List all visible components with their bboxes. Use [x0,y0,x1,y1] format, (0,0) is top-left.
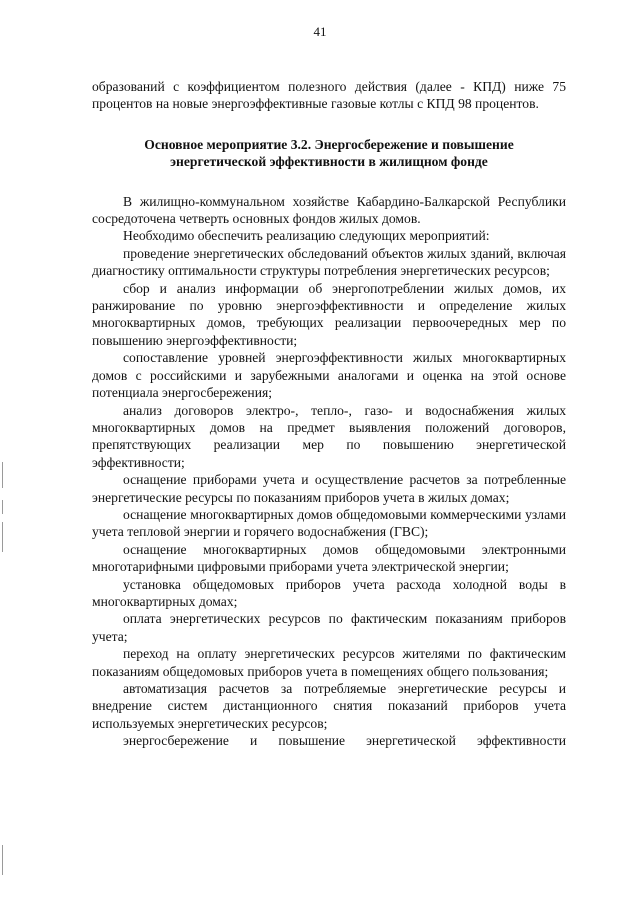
page-number: 41 [313,24,327,39]
list-item: переход на оплату энергетических ресурсов жителями по фактическим показаниям общедомовых приборов учета в помещениях общего пользования; [92,646,566,679]
scan-edge-mark [2,522,3,552]
list-item: проведение энергетических обследований объектов жилых зданий, включая диагностику оптимальности структуры потребления энергетических ресурсов; [92,245,566,279]
section-heading [92,136,566,171]
document-body [92,78,566,750]
list-item: сбор и анализ информации об энергопотреблении жилых домов, их ранжирование по уровню энергоэффективности и определение жилых многоквартирных домов, требующих реализации первоочередных мер по повышению энергоэффективности; [92,280,566,348]
list-item: автоматизация расчетов за потребляемые энергетические ресурсы и внедрение систем дистанционного снятия показаний приборов учета используемых энергетических ресурсов; [92,681,566,731]
scan-edge-mark [2,500,3,514]
scan-edge-mark [2,845,3,875]
list-item: оснащение многоквартирных домов общедомовыми коммерческими узлами учета тепловой энергии и горячего водоснабжения (ГВС); [92,506,566,540]
scan-edge-mark [2,462,3,488]
list-item: оплата энергетических ресурсов по фактическим показаниям приборов учета; [92,611,566,644]
list-item: сопоставление уровней энергоэффективности жилых многоквартирных домов с российскими и зарубежными аналогами и оценка на этой основе потенциала энергосбережения; [92,350,566,401]
section-heading-line-1: Основное мероприятие 3.2. Энергосбережение и повышение [144,136,514,152]
list-item: анализ договоров электро-, тепло-, газо- и водоснабжения жилых многоквартирных домов на предмет выявления положений договоров, препятствующих реализации мер по повышению энергетической эффективности; [92,402,566,470]
list-item: установка общедомовых приборов учета расхода холодной воды в многоквартирных домах; [92,576,566,609]
list-item-last: энергосбережение и повышение энергетической эффективности [123,733,566,749]
continuation-paragraph: образований с коэффициентом полезного действия (далее - КПД) ниже 75 процентов на новые энергоэффективные газовые котлы с КПД 98 процентов. [92,79,566,112]
paragraph-measures-lead: Необходимо обеспечить реализацию следующих мероприятий: [123,228,490,244]
list-item: оснащение приборами учета и осуществление расчетов за потребленные энергетические ресурсы по показаниям приборов учета в жилых домах; [92,472,566,505]
paragraph-intro: В жилищно-коммунальном хозяйстве Кабардино-Балкарской Республики сосредоточена четверть основных фондов жилых домов. [92,193,566,227]
section-heading-line-2: энергетической эффективности в жилищном фонде [170,154,488,170]
list-item: оснащение многоквартирных домов общедомовыми электронными многотарифными цифровыми приборами учета электрической энергии; [92,541,566,575]
